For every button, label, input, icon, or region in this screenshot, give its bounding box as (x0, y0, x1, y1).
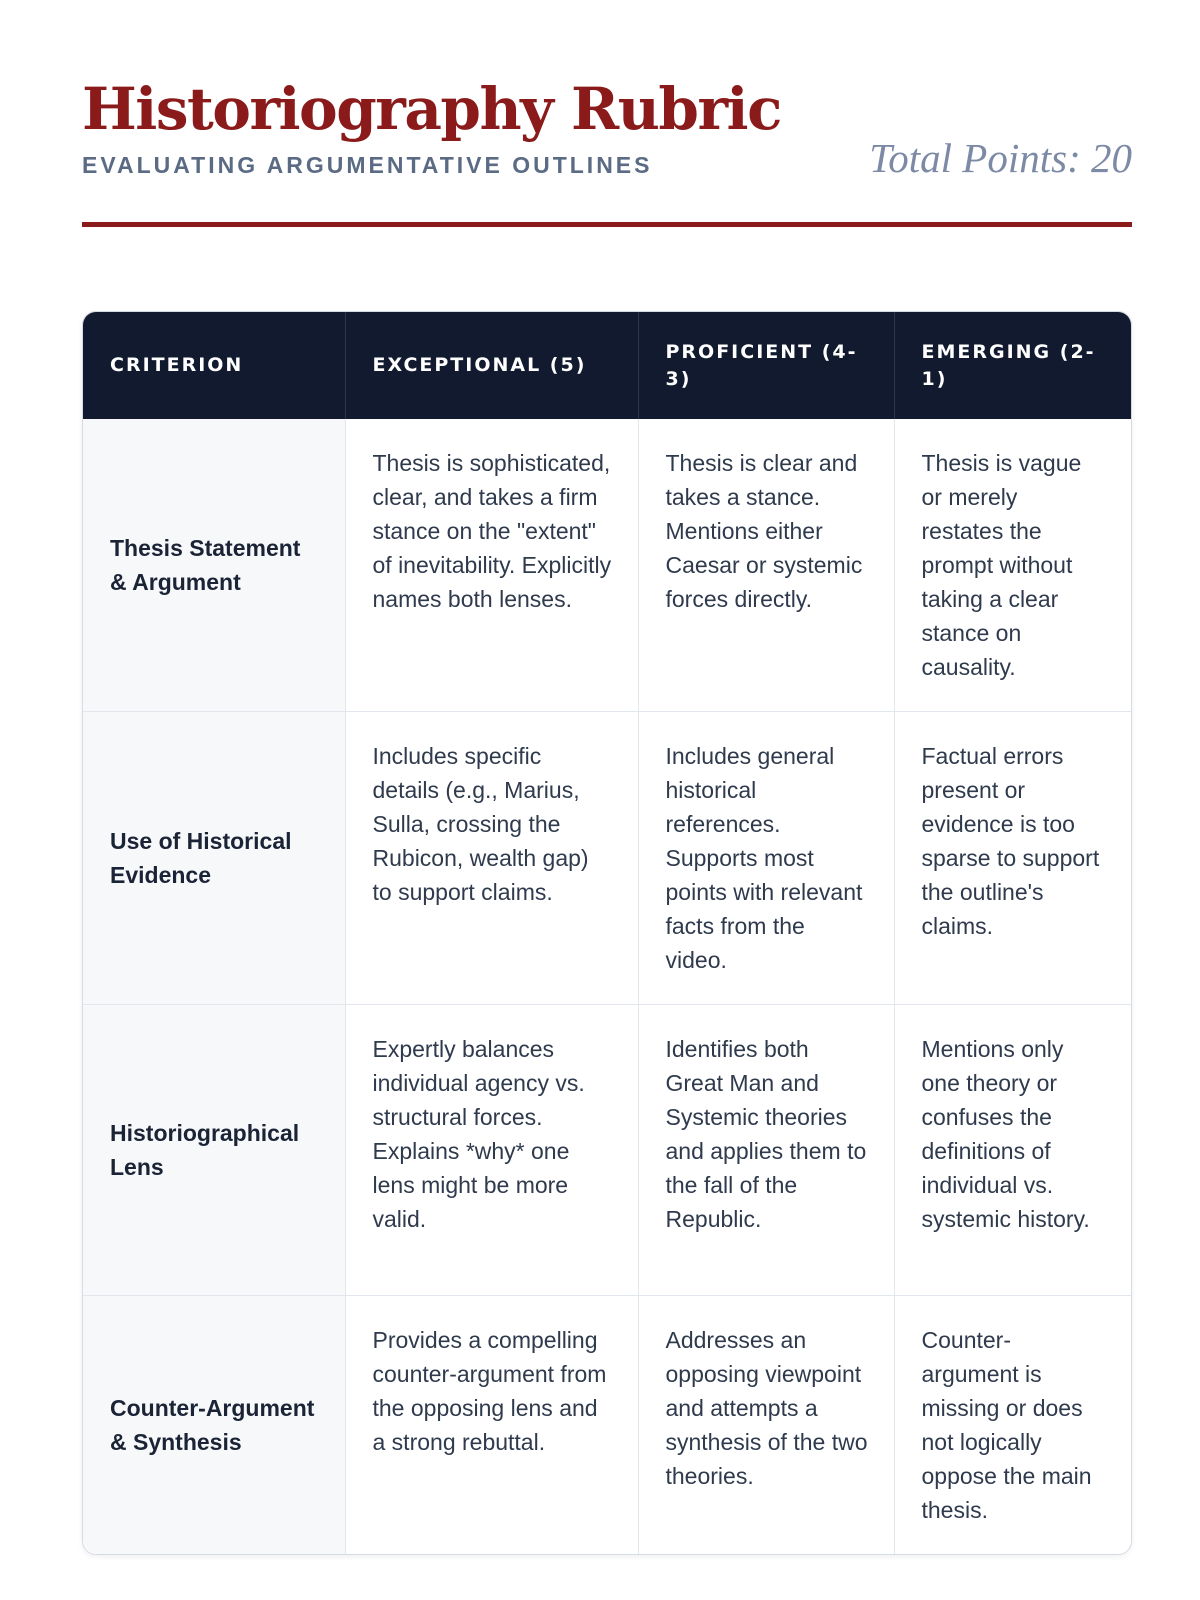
exceptional-cell: Thesis is sophisticated, clear, and takes a firm stance on the "extent" of inevitability. Explicitly names both lenses. (345, 419, 638, 712)
column-header-emerging: EMERGING (2-1) (894, 312, 1131, 419)
criterion-cell: Counter-Argument & Synthesis (83, 1296, 345, 1555)
proficient-cell: Thesis is clear and takes a stance. Mentions either Caesar or systemic forces directly. (638, 419, 894, 712)
table-row (83, 419, 1131, 712)
page-subtitle: EVALUATING ARGUMENTATIVE OUTLINES (82, 152, 653, 178)
rubric-table-container (82, 311, 1132, 1555)
table-row (83, 1296, 1131, 1555)
total-points: Total Points: 20 (869, 135, 1132, 181)
table-header-row (83, 312, 1131, 419)
exceptional-cell: Includes specific details (e.g., Marius, Sulla, crossing the Rubicon, wealth gap) to support claims. (345, 712, 638, 1005)
header-divider (82, 222, 1132, 227)
table-row (83, 1005, 1131, 1296)
exceptional-cell: Expertly balances individual agency vs. structural forces. Explains *why* one lens might be more valid. (345, 1005, 638, 1296)
proficient-cell: Includes general historical references. Supports most points with relevant facts from the video. (638, 712, 894, 1005)
emerging-cell: Factual errors present or evidence is too sparse to support the outline's claims. (894, 712, 1131, 1005)
criterion-cell: Use of Historical Evidence (83, 712, 345, 1005)
column-header-proficient: PROFICIENT (4-3) (638, 312, 894, 419)
rubric-table (83, 312, 1131, 1554)
proficient-cell: Identifies both Great Man and Systemic theories and applies them to the fall of the Republic. (638, 1005, 894, 1296)
table-row (83, 712, 1131, 1005)
exceptional-cell: Provides a compelling counter-argument from the opposing lens and a strong rebuttal. (345, 1296, 638, 1555)
emerging-cell: Mentions only one theory or confuses the definitions of individual vs. systemic history. (894, 1005, 1131, 1296)
column-header-exceptional: EXCEPTIONAL (5) (345, 312, 638, 419)
criterion-cell: Historiographical Lens (83, 1005, 345, 1296)
rubric-page (82, 0, 1132, 1523)
criterion-cell: Thesis Statement & Argument (83, 419, 345, 712)
column-header-criterion: CRITERION (83, 312, 345, 419)
page-title: Historiography Rubric (82, 75, 781, 143)
emerging-cell: Thesis is vague or merely restates the prompt without taking a clear stance on causality. (894, 419, 1131, 712)
proficient-cell: Addresses an opposing viewpoint and attempts a synthesis of the two theories. (638, 1296, 894, 1555)
emerging-cell: Counter-argument is missing or does not logically oppose the main thesis. (921, 1327, 1092, 1523)
rubric-header (82, 0, 1132, 232)
